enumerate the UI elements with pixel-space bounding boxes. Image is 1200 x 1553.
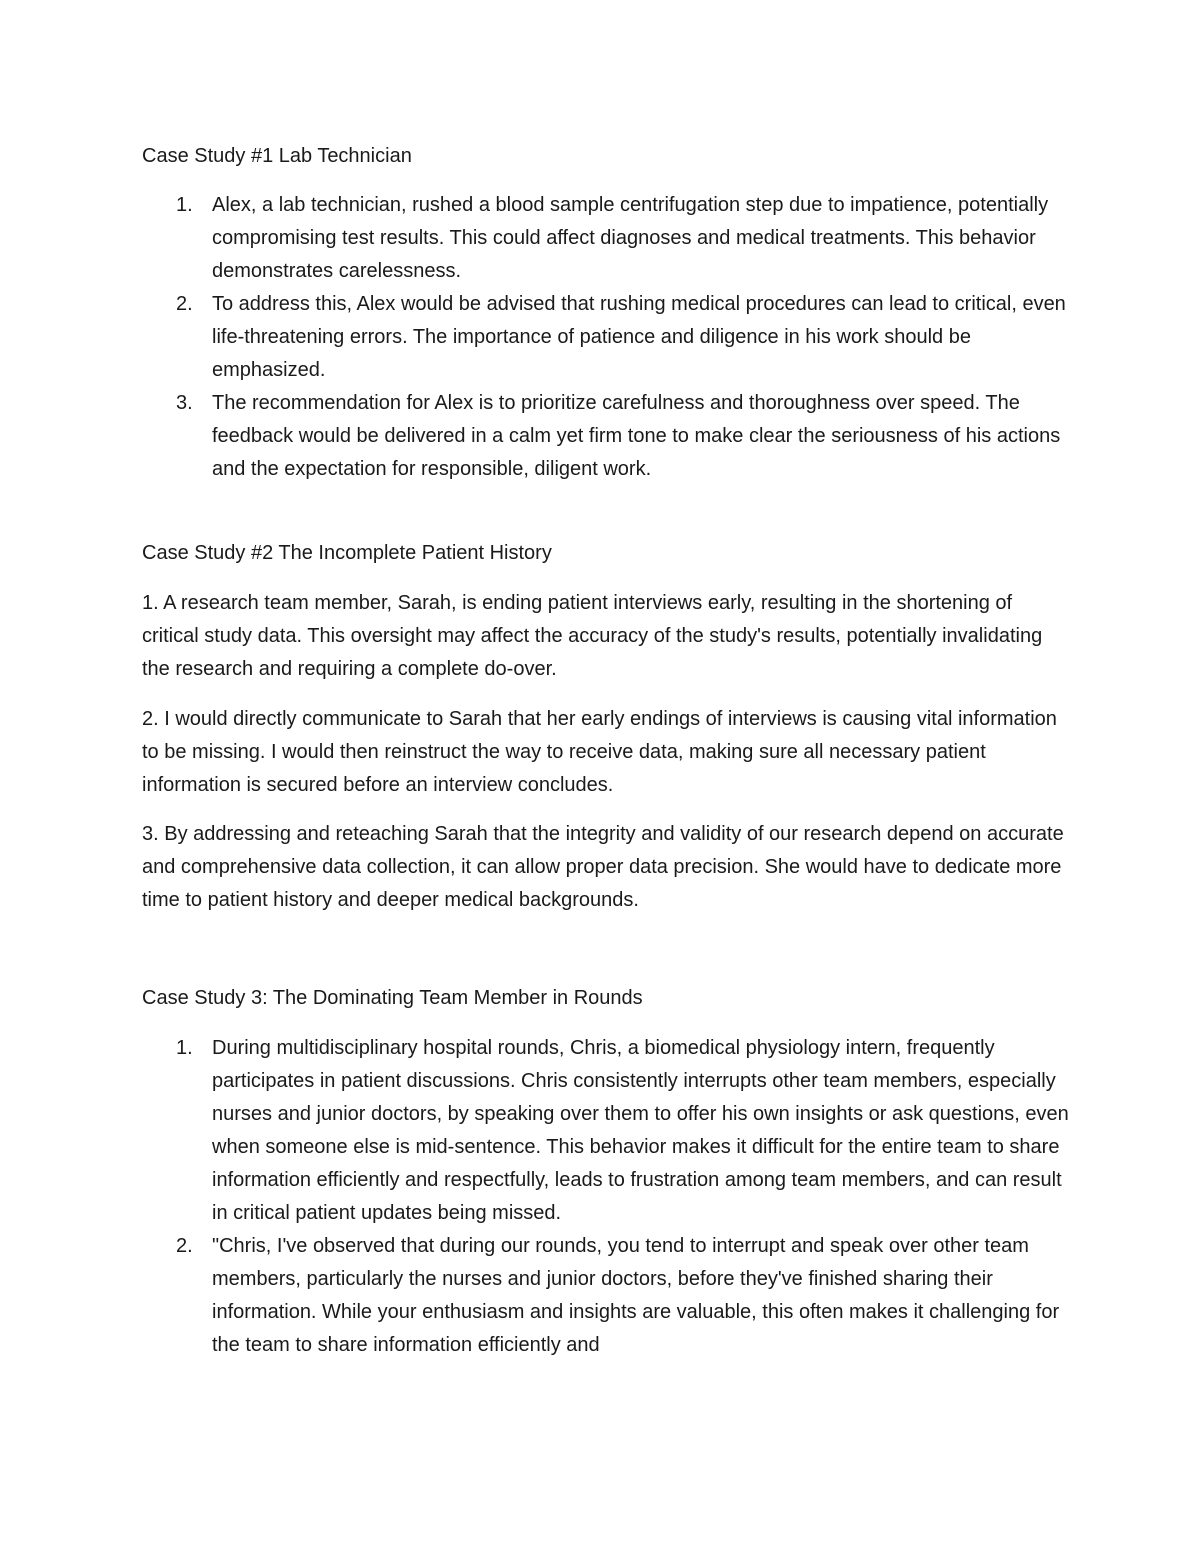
case1-item-2-number: 2. xyxy=(176,293,193,315)
case3-item-1-number: 1. xyxy=(176,1037,193,1059)
case3-item-2 xyxy=(142,1230,1072,1362)
case2-paragraph-1: 1. A research team member, Sarah, is ending patient interviews early, resulting in the shortening of critical study data. This oversight may affect the accuracy of the study's results, potentially invalidating the research and requiring a complete do-over. xyxy=(142,592,1043,680)
case1-item-1-text: Alex, a lab technician, rushed a blood sample centrifugation step due to impatience, potentially compromising test results. This could affect diagnoses and medical treatments. This behavior demonstrates carelessness. xyxy=(212,194,1049,282)
case1-item-1-number: 1. xyxy=(176,194,193,216)
case3-heading: Case Study 3: The Dominating Team Member in Rounds xyxy=(142,987,643,1009)
case1-item-2-text: To address this, Alex would be advised that rushing medical procedures can lead to critical, even life-threatening errors. The importance of patience and diligence in his work should be emphasized. xyxy=(212,293,1066,381)
case1-item-3-text: The recommendation for Alex is to prioritize carefulness and thoroughness over speed. The feedback would be delivered in a calm yet firm tone to make clear the seriousness of his actions and the expectation for responsible, diligent work. xyxy=(212,392,1061,480)
case3-item-2-text: "Chris, I've observed that during our rounds, you tend to interrupt and speak over other team members, particularly the nurses and junior doctors, before they've finished sharing their information. While your enthusiasm and insights are valuable, this often makes it challenging for the team to share information efficiently and xyxy=(212,1235,1060,1356)
case1-item-1 xyxy=(142,189,1072,288)
case1-list xyxy=(142,189,1072,486)
case3-item-1 xyxy=(142,1032,1072,1230)
case2-paragraph-2: 2. I would directly communicate to Sarah that her early endings of interviews is causing vital information to be missing. I would then reinstruct the way to receive data, making sure all necessary patient information is secured before an interview concludes. xyxy=(142,708,1057,796)
case3-item-2-number: 2. xyxy=(176,1235,193,1257)
case3-list xyxy=(142,1032,1072,1362)
case1-item-3 xyxy=(142,387,1072,486)
case3-item-1-text: During multidisciplinary hospital rounds, Chris, a biomedical physiology intern, frequently participates in patient discussions. Chris consistently interrupts other team members, especially nurses and junior doctors, by speaking over them to offer his own insights or ask questions, even when someone else is mid-sentence. This behavior makes it difficult for the entire team to share information efficiently and respectfully, leads to frustration among team members, and can result in critical patient updates being missed. xyxy=(212,1037,1069,1224)
case2-paragraph-3: 3. By addressing and reteaching Sarah that the integrity and validity of our research depend on accurate and comprehensive data collection, it can allow proper data precision. She would have to dedicate more time to patient history and deeper medical backgrounds. xyxy=(142,823,1064,911)
case1-item-2 xyxy=(142,288,1072,387)
case1-item-3-number: 3. xyxy=(176,392,193,414)
case1-heading: Case Study #1 Lab Technician xyxy=(142,145,412,167)
case2-heading: Case Study #2 The Incomplete Patient History xyxy=(142,542,552,564)
